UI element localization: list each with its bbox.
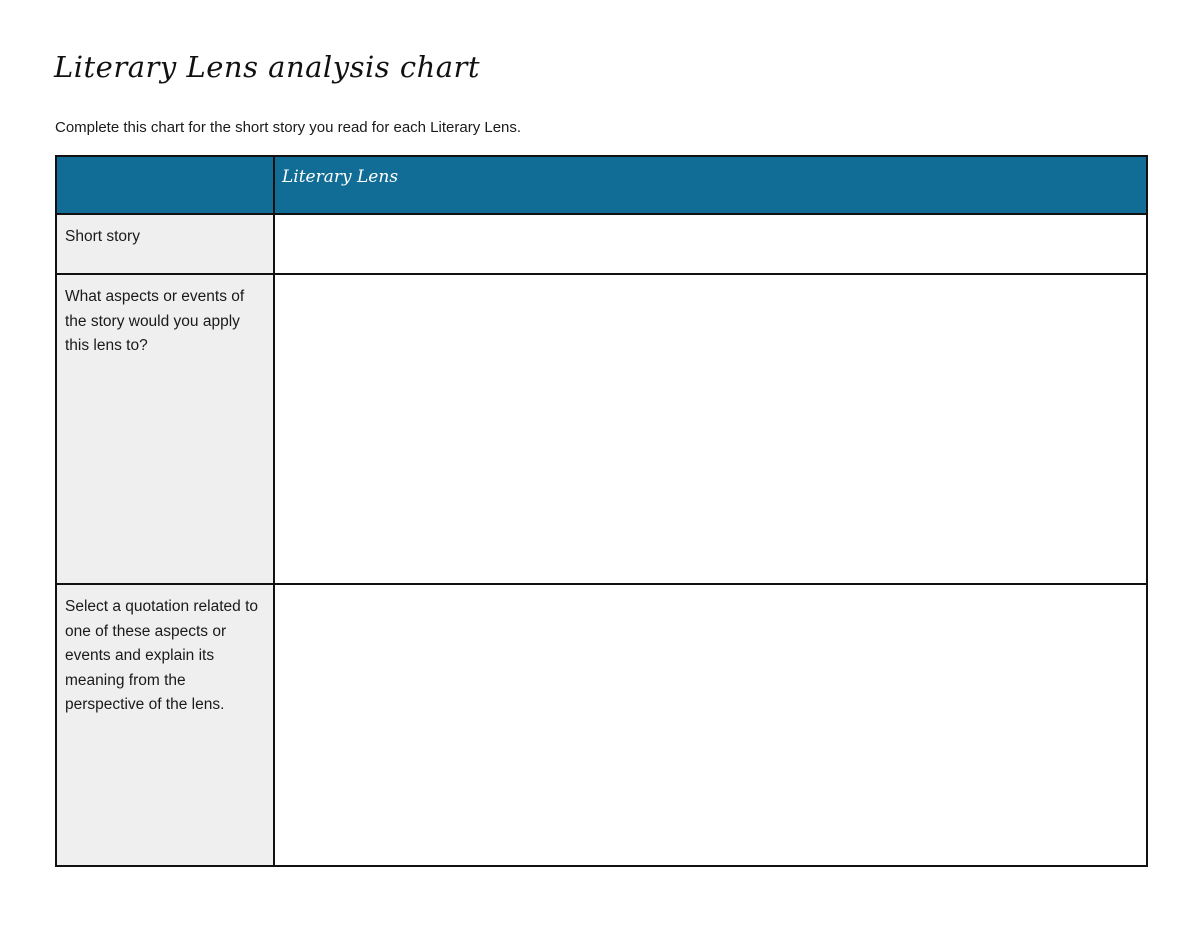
row-label-short-story: Short story — [56, 214, 274, 274]
table-row-quotation — [56, 584, 1147, 866]
header-lens-cell — [274, 156, 1147, 214]
row-label-quotation: Select a quotation related to one of these aspects or events and explain its meaning from the perspective of the lens. — [56, 584, 274, 866]
instructions-text: Complete this chart for the short story you read for each Literary Lens. — [55, 119, 522, 136]
page-title: Literary Lens analysis chart — [54, 50, 481, 84]
table-row-aspects — [56, 274, 1147, 584]
lens-header-label: Literary Lens — [282, 167, 399, 187]
answer-cell-short-story[interactable] — [274, 214, 1147, 274]
answer-cell-aspects[interactable] — [274, 274, 1147, 584]
row-label-aspects: What aspects or events of the story would you apply this lens to? — [56, 274, 274, 584]
answer-cell-quotation[interactable] — [274, 584, 1147, 866]
lens-analysis-table — [55, 155, 1148, 867]
table-header-row — [56, 156, 1147, 214]
header-corner-cell — [56, 156, 274, 214]
table-row-short-story — [56, 214, 1147, 274]
